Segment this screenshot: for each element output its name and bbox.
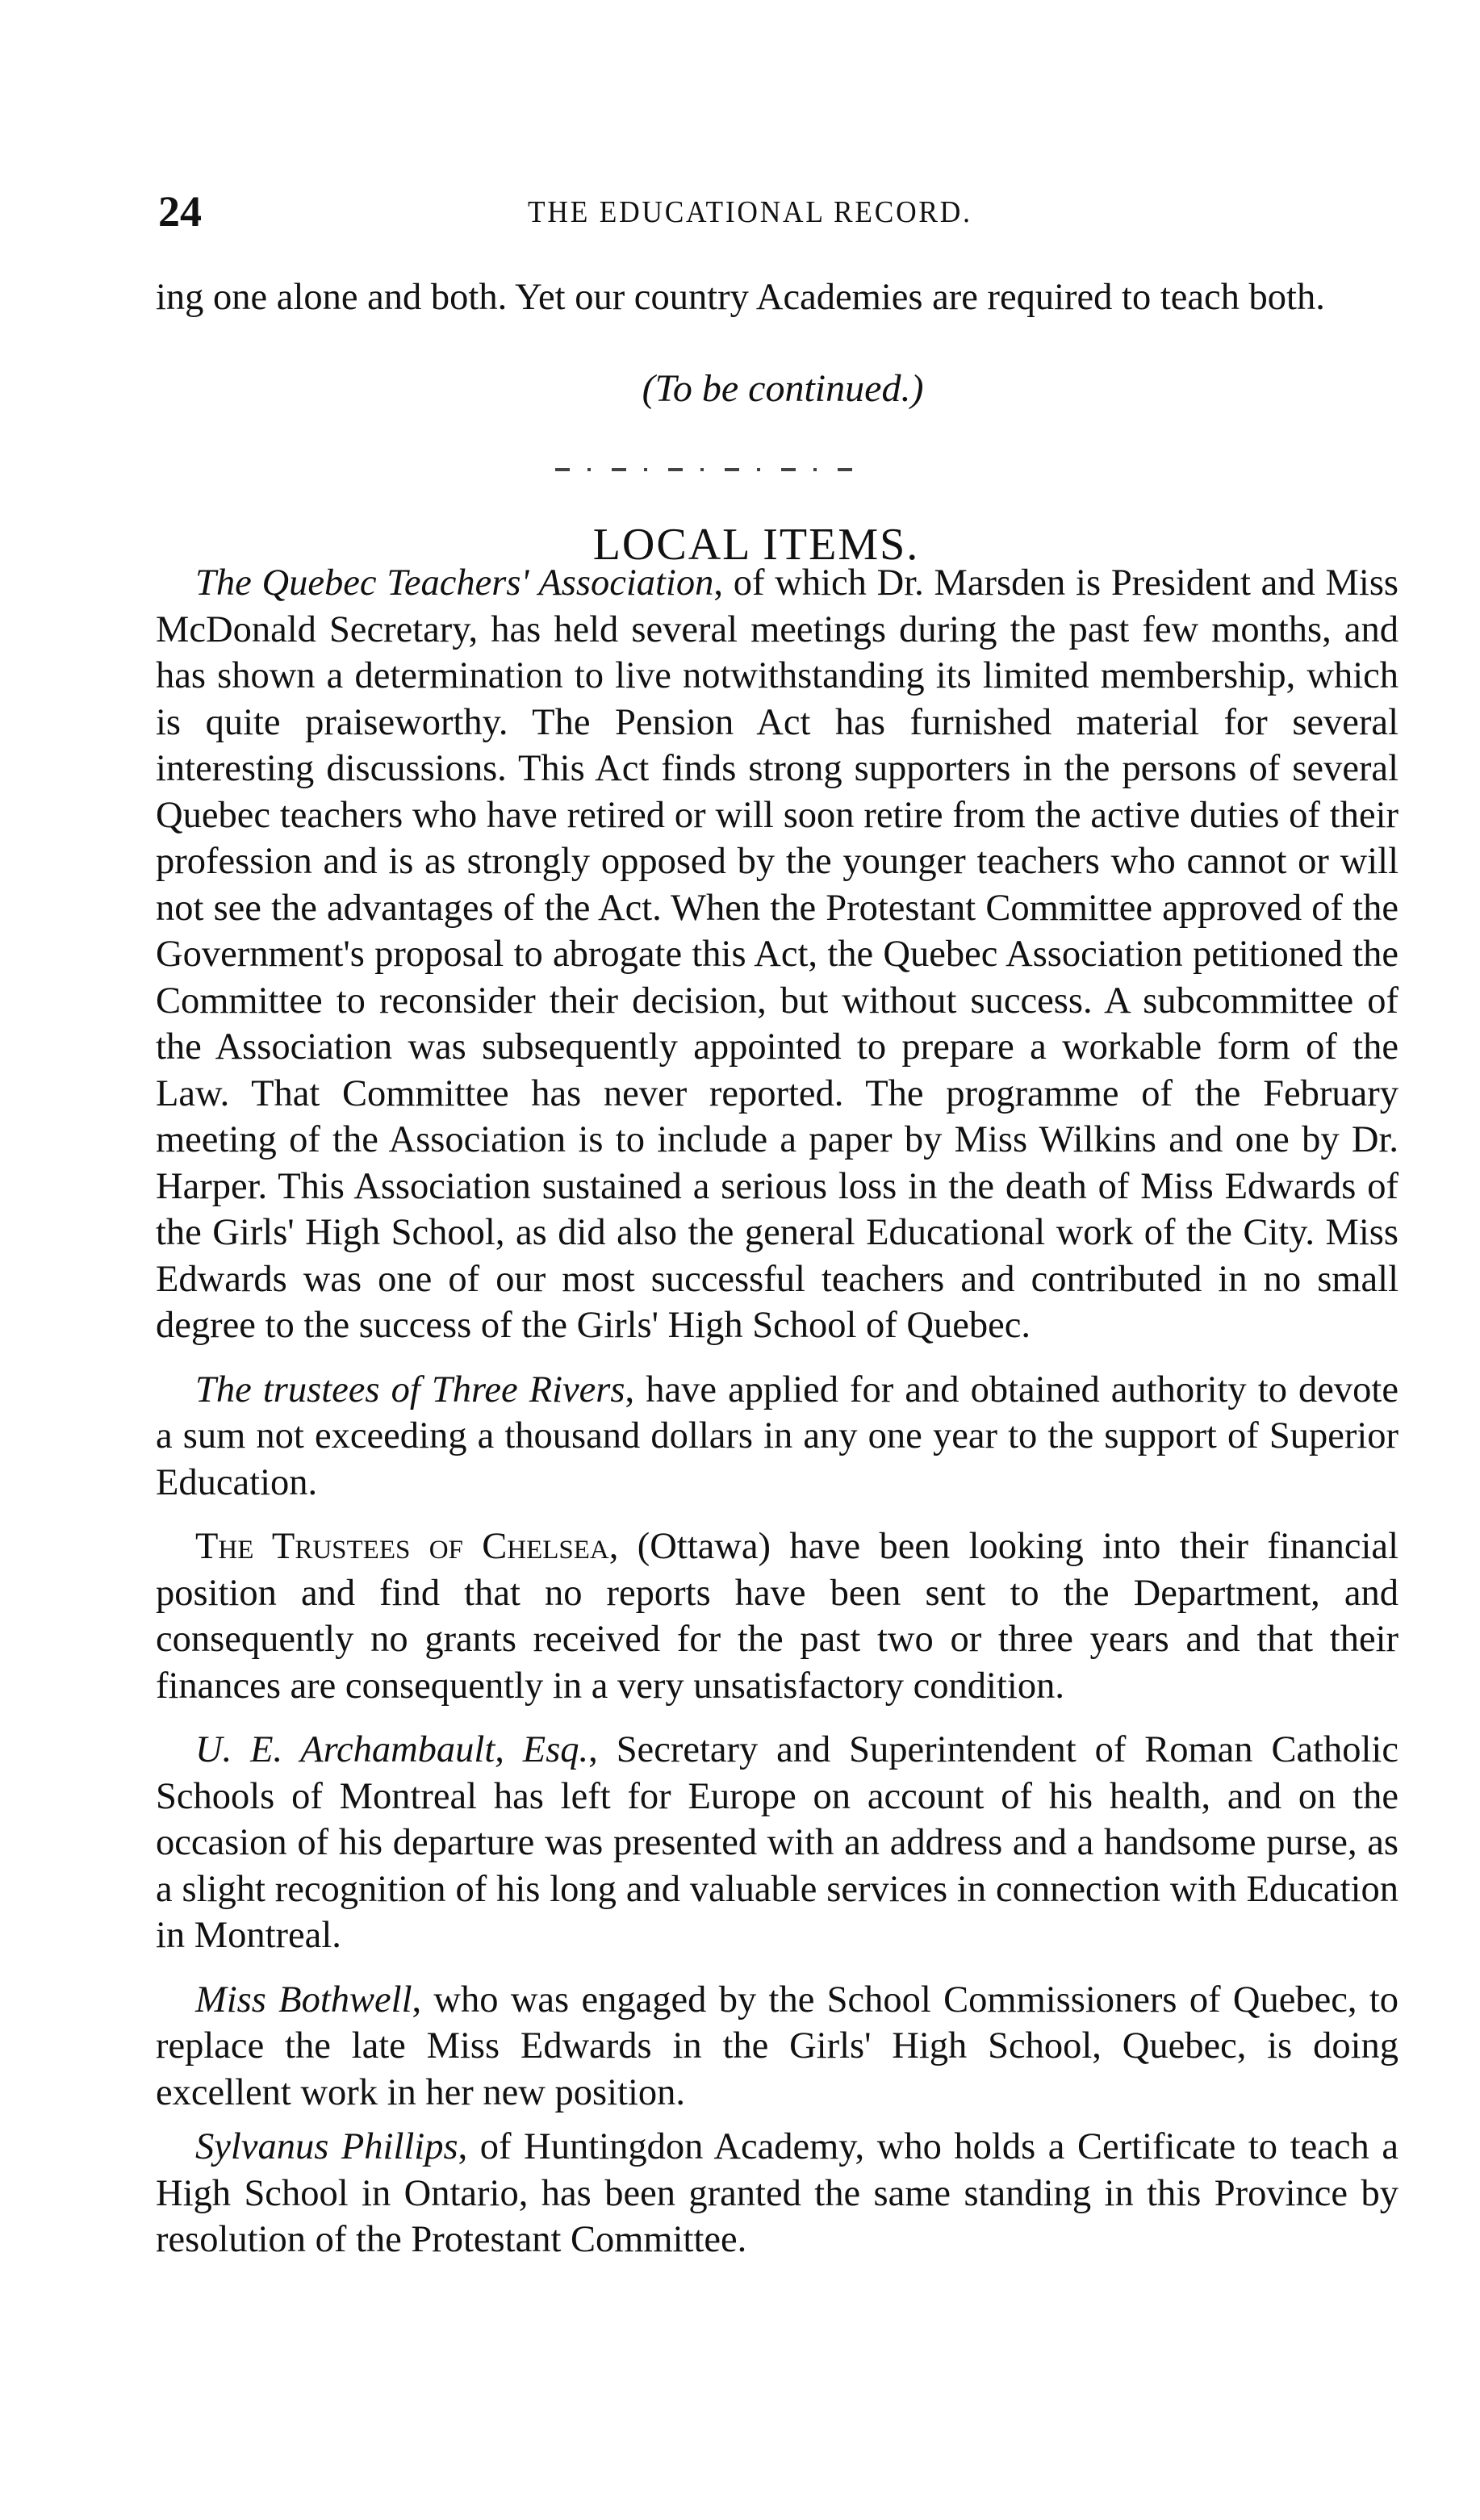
item-lead: U. E. Archambault, Esq. — [195, 1729, 589, 1770]
item-quebec-teachers-association — [156, 560, 1398, 1349]
item-lead: The trustees of Three Rivers — [195, 1369, 625, 1410]
item-body: , have applied for and obtained authority to devote a sum not exceeding a thousand dollars in any one year to the support of Superior Education. — [156, 1369, 1398, 1503]
item-body: , of which Dr. Marsden is President and Miss McDonald Secretary, has held several meetings during the past few months, and has shown a determination to live notwithstanding its limited membership, which is quite praiseworthy. The Pension Act has furnished material for several interesting discussions. This Act finds strong supporters in the persons of several Quebec teachers who have retired or will soon retire from the active duties of their profession and is as strongly opposed by the younger teachers who cannot or will not see the advantages of the Act. When the Protestant Committee approved of the Government's proposal to abrogate this Act, the Quebec Association petitioned the Committee to reconsider their decision, but without success. A subcommittee of the Association was subsequently appointed to prepare a workable form of the Law. That Committee has never reported. The programme of the February meeting of the Association is to include a paper by Miss Wilkins and one by Dr. Harper. This Association sustained a serious loss in the death of Miss Edwards of the Girls' High School, as did also the general Educational work of the City. Miss Edwards was one of our most successful teachers and contributed in no small degree to the success of the Girls' High School of Quebec. — [156, 562, 1399, 1346]
journal-title: THE EDUCATIONAL RECORD. — [528, 195, 972, 229]
item-sylvanus-phillips — [156, 2124, 1398, 2263]
item-body: , who was engaged by the School Commissioners of Quebec, to replace the late Miss Edwards in the Girls' High School, Quebec, is doing excellent work in her new position. — [156, 1979, 1398, 2113]
item-archambault — [156, 1727, 1398, 1959]
item-miss-bothwell — [156, 1977, 1398, 2117]
item-lead: Sylvanus Phillips — [195, 2126, 458, 2167]
item-lead: The Trustees of Chelsea — [195, 1526, 609, 1567]
section-title: LOCAL ITEMS. — [592, 520, 920, 570]
item-body: , Secretary and Superintendent of Roman Catholic Schools of Montreal has left for Europe on account of his health, and on the occasion of his departure was presented with an address and a handsome purse, as a slight recognition of his long and valuable services in connection with Education in Montreal. — [156, 1729, 1398, 1956]
item-lead: The Quebec Teachers' Association — [195, 562, 714, 604]
item-body: , of Huntingdon Academy, who holds a Certificate to teach a High School in Ontario, has been granted the same standing in this Province by resolution of the Protestant Committee. — [156, 2126, 1398, 2260]
item-body: , (Ottawa) have been looking into their financial position and find that no reports have been sent to the Department, and consequently no grants received for the past two or three years and that their finances are consequently in a very unsatisfactory condition. — [156, 1526, 1398, 1707]
running-header — [158, 187, 1401, 236]
section-divider — [555, 468, 866, 471]
continued-article-tail — [156, 274, 1398, 321]
item-lead: Miss Bothwell — [195, 1979, 412, 2021]
item-three-rivers-trustees — [156, 1367, 1398, 1507]
to-be-continued-note: (To be continued.) — [642, 367, 924, 410]
page-number: 24 — [158, 187, 202, 236]
local-items-list — [156, 560, 1398, 2263]
continued-paragraph: ing one alone and both. Yet our country Academies are required to teach both. — [156, 277, 1325, 318]
item-chelsea-trustees — [156, 1523, 1398, 1709]
